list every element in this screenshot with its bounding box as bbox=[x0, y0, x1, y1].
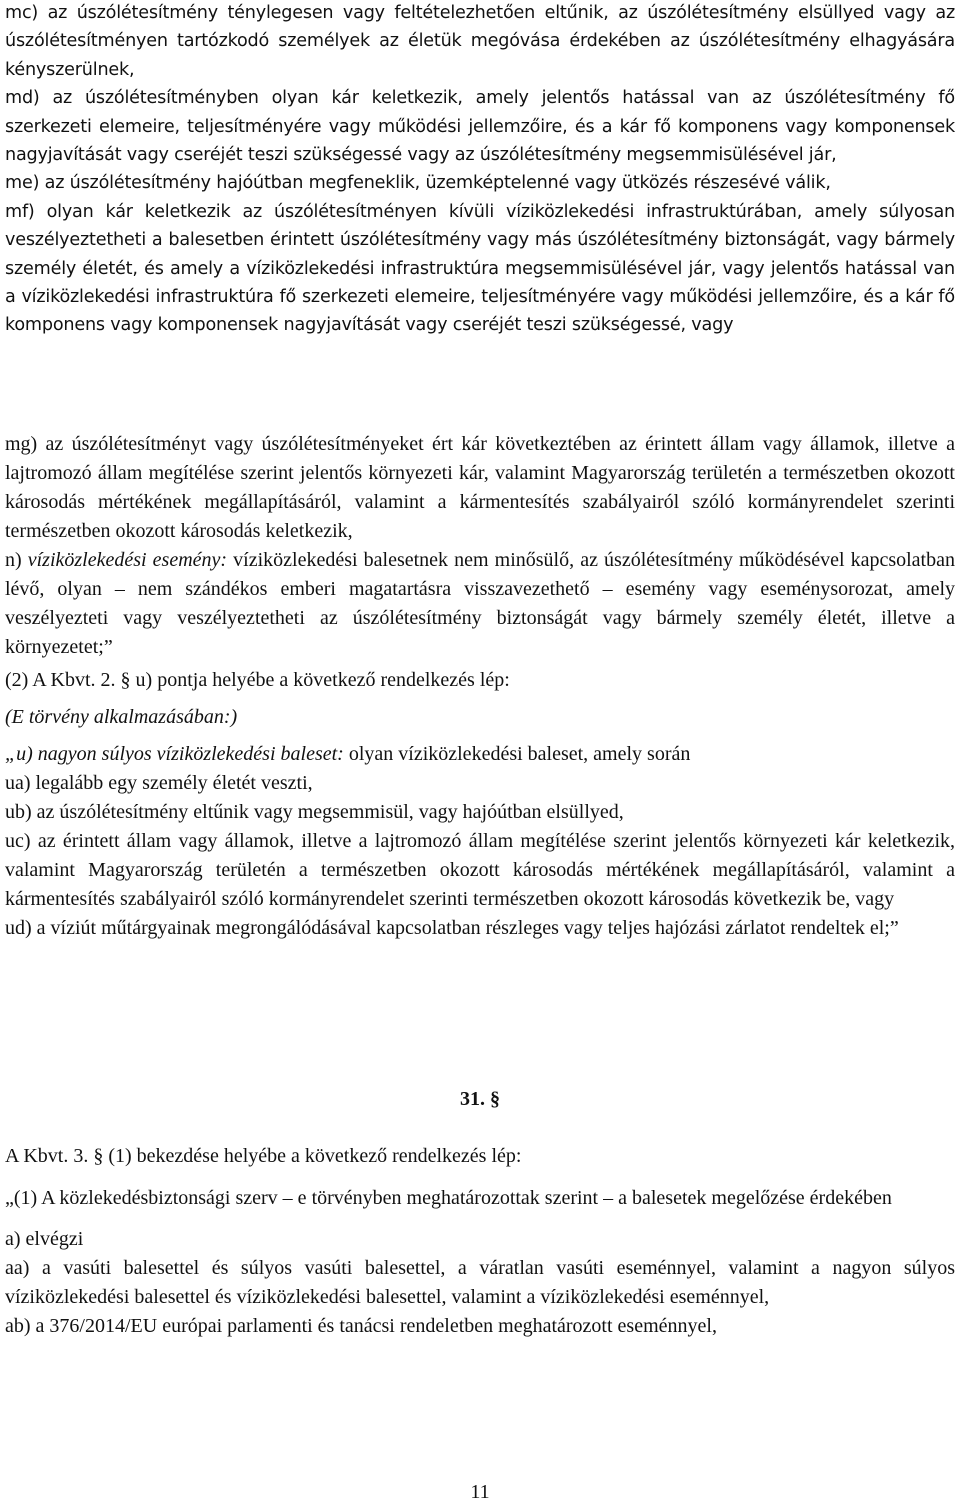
item-mc: mc) az úszólétesítmény ténylegesen vagy feltételezhetően eltűnik, az úszólétesítmény elsüllyed vagy az úszólétesítményen tartózkodó személyek az életük megóvása érdekében az úszólétesítmény elhagyására kényszerülnek, bbox=[5, 3, 955, 80]
item-u-term: nagyon súlyos víziközlekedési baleset: bbox=[37, 743, 344, 765]
definition-block-serif bbox=[5, 430, 955, 943]
item-md: md) az úszólétesítményben olyan kár keletkezik, amely jelentős hatással van az úszólétesítmény fő szerkezeti elemeire, teljesítményére vagy működési jellemzőire, és a kár fő komponens vagy komponensek nagyjavítását vagy cseréjét teszi szükségessé vagy az úszólétesítmény megsemmisülésével jár, bbox=[5, 88, 955, 166]
item-ab: ab) a 376/2014/EU európai parlamenti és tanácsi rendeletben meghatározott eseménnyel, bbox=[5, 1315, 717, 1337]
item-n-text: víziközlekedési balesetnek nem minősülő, az úszólétesítmény működésével kapcsolatban lévő, olyan – nem szándékos emberi magatartásra visszavezethető – esemény vagy eseménysorozat, amely veszélyezteti vagy veszélyeztetheti az úszólétesítmény biztonságát vagy bármely személy életét, illetve a környezetet;” bbox=[5, 549, 955, 658]
amendment-3: A Kbvt. 3. § (1) bekezdése helyébe a következő rendelkezés lép: bbox=[5, 1145, 522, 1167]
item-n-prefix: n) bbox=[5, 549, 28, 571]
item-ud: ud) a víziút műtárgyainak megrongálódásával kapcsolatban részleges vagy teljes hajózási zárlatot rendeltek el;” bbox=[5, 917, 899, 939]
amendment-2: (2) A Kbvt. 2. § u) pontja helyébe a következő rendelkezés lép: bbox=[5, 669, 510, 691]
item-ua: ua) legalább egy személy életét veszti, bbox=[5, 772, 313, 794]
intro-text: (E törvény alkalmazásában:) bbox=[5, 706, 238, 728]
amendment-block-3 bbox=[5, 1142, 955, 1341]
page-number: 11 bbox=[470, 1481, 490, 1503]
item-u bbox=[5, 740, 955, 769]
item-n-term: víziközlekedési esemény: bbox=[27, 549, 228, 571]
item-ub: ub) az úszólétesítmény eltűnik vagy megsemmisül, vagy hajóútban elsüllyed, bbox=[5, 801, 624, 823]
item-aa: aa) a vasúti balesettel és súlyos vasúti balesettel, a váratlan vasúti eseménnyel, valamint a nagyon súlyos víziközlekedési balesettel és víziközlekedési balesettel, valamint a víziközlekedési eseménnyel, bbox=[5, 1257, 955, 1308]
paragraph-1: „(1) A közlekedésbiztonsági szerv – e törvényben meghatározottak szerint – a balesetek megelőzése érdekében bbox=[5, 1187, 892, 1209]
item-a: a) elvégzi bbox=[5, 1228, 84, 1250]
item-uc: uc) az érintett állam vagy államok, illetve a lajtromozó állam megítélése szerint jelentős környezeti kár keletkezik, valamint Magyarország területén a természetben okozott károsodás mértékének megállapításáról, valamint a kármentesítés szabályairól szóló kormányrendelet szerinti természetben okozott károsodás következik be, vagy bbox=[5, 830, 955, 910]
item-u-prefix: „u) bbox=[5, 743, 38, 765]
item-n bbox=[5, 546, 955, 662]
item-u-text: olyan víziközlekedési baleset, amely során bbox=[343, 743, 691, 765]
item-mg: mg) az úszólétesítményt vagy úszólétesítményeket ért kár következtében az érintett állam vagy államok, illetve a lajtromozó állam megítélése szerint jelentős környezeti kár, valamint Magyarország területén a természetben okozott károsodás mértékének megállapításáról, valamint a kármentesítés szabályairól szóló kormányrendelet szerinti természetben okozott károsodás keletkezik, bbox=[5, 433, 955, 542]
section-title: 31. § bbox=[460, 1088, 500, 1110]
item-mf: mf) olyan kár keletkezik az úszólétesítményen kívüli víziközlekedési infrastruktúrában, amely súlyosan veszélyeztetheti a balesetben érintett úszólétesítmény vagy más úszólétesítmény biztonságát, vagy bármely személy életét, és amely a víziközlekedési infrastruktúra megsemmisülésével jár, vagy jelentős hatással van a víziközlekedési infrastruktúra fő szerkezeti elemeire, teljesítményére vagy működési jellemzőire, és a kár fő komponens vagy komponensek nagyjavítását vagy cseréjét teszi szükségessé, vagy bbox=[5, 201, 955, 336]
item-me: me) az úszólétesítmény hajóútban megfeneklik, üzemképtelenné vagy ütközés részesévé válik, bbox=[5, 173, 831, 194]
definition-block-sans bbox=[5, 0, 955, 340]
